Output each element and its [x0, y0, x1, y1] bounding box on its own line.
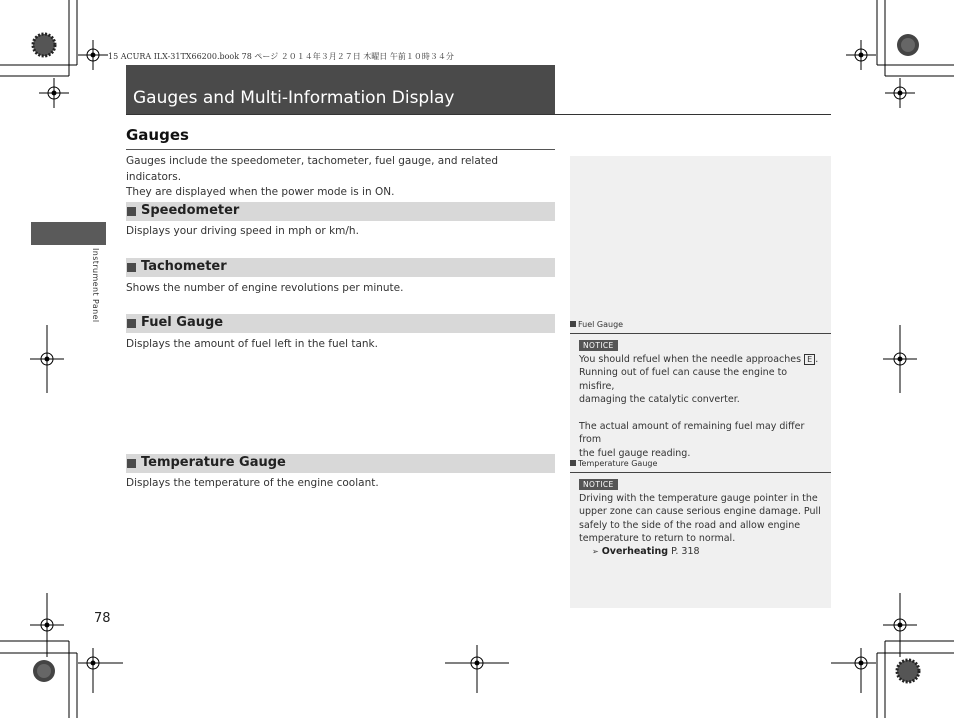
subsection-title: Temperature Gauge	[141, 455, 286, 470]
subsection-title: Speedometer	[141, 203, 240, 218]
subsection-title: Tachometer	[141, 259, 227, 274]
section-heading: Gauges	[126, 126, 189, 144]
intro-line: They are displayed when the power mode is in ON.	[126, 186, 395, 198]
chapter-side-label: Instrument Panel	[91, 248, 100, 323]
notice-badge: NOTICE	[579, 479, 618, 490]
fuel-gauge-description: Displays the amount of fuel left in the fuel tank.	[126, 338, 378, 350]
overheating-cross-reference[interactable]: ➢ Overheating P. 318	[592, 546, 700, 557]
intro-line: Gauges include the speedometer, tachometer, fuel gauge, and related indicators.	[126, 155, 499, 183]
page-number: 78	[94, 611, 111, 626]
empty-symbol-box: E	[804, 354, 815, 365]
speedometer-description: Displays your driving speed in mph or km/h.	[126, 225, 359, 237]
square-bullet-icon	[127, 263, 136, 272]
chapter-title: Gauges and Multi-Information Display	[133, 88, 455, 108]
subsection-heading-tachometer	[126, 258, 555, 277]
title-rule	[126, 114, 831, 115]
subsection-heading-fuel-gauge	[126, 314, 555, 333]
subsection-heading-temperature-gauge	[126, 454, 555, 473]
subsection-heading-speedometer	[126, 202, 555, 221]
fuel-note-label: Fuel Gauge	[570, 320, 623, 329]
fuel-note-text: You should refuel when the needle approaches E . Running out of fuel can cause the engine to misfire, damaging the catalytic converter. The actual amount of remaining fuel may differ from the fuel gauge reading.	[579, 354, 819, 459]
notice-badge: NOTICE	[579, 340, 618, 351]
cross-reference-arrow-icon: ➢	[592, 547, 599, 556]
temperature-note-text: Driving with the temperature gauge pointer in the upper zone can cause serious engine damage. Pull safely to the side of the road and allow engine temperature to return to normal.	[579, 493, 821, 545]
square-bullet-icon	[127, 207, 136, 216]
temperature-note-rule	[570, 472, 831, 473]
chapter-side-tab	[31, 222, 106, 245]
intro-paragraph	[126, 154, 556, 201]
temperature-note-label: Temperature Gauge	[570, 459, 657, 468]
note-marker-icon	[570, 460, 576, 466]
print-header: 15 ACURA ILX-31TX66200.book 78 ページ ２０１４年３月２７日 木曜日 午前１０時３４分	[108, 52, 454, 61]
section-rule	[126, 149, 555, 150]
tachometer-description: Shows the number of engine revolutions per minute.	[126, 282, 404, 294]
square-bullet-icon	[127, 319, 136, 328]
note-marker-icon	[570, 321, 576, 327]
fuel-note-rule	[570, 333, 831, 334]
square-bullet-icon	[127, 459, 136, 468]
subsection-title: Fuel Gauge	[141, 315, 224, 330]
temperature-gauge-description: Displays the temperature of the engine coolant.	[126, 477, 379, 489]
